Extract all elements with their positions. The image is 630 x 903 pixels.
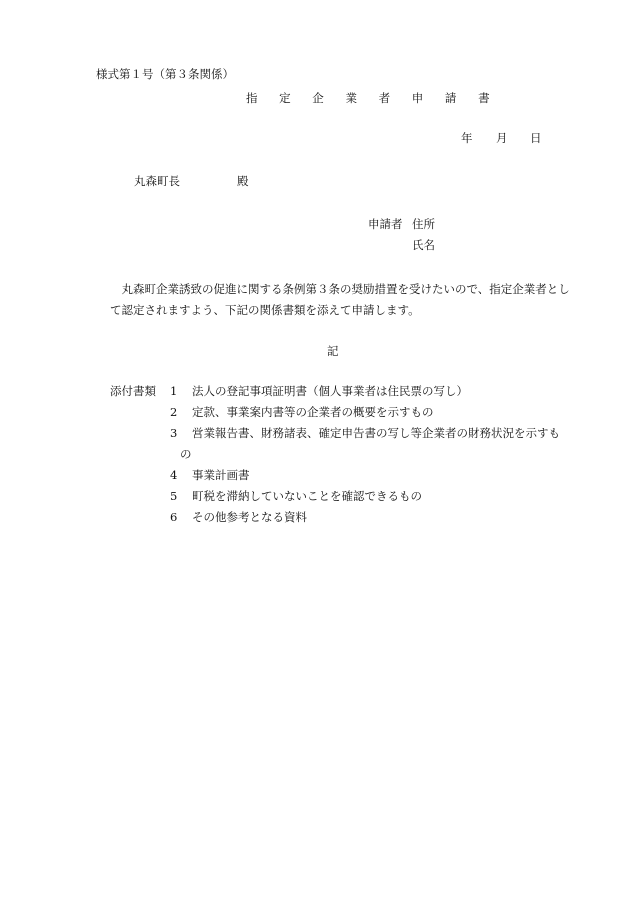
address-label: 住所	[412, 217, 435, 231]
date-year-label: 年	[461, 131, 473, 145]
attachment-number: 1	[170, 384, 178, 398]
addressee-name: 丸森町長	[134, 174, 180, 188]
attachment-text: 法人の登記事項証明書（個人事業者は住民票の写し）	[192, 384, 468, 398]
ki-heading: 記	[327, 344, 339, 358]
attachment-text: 町税を滞納していないことを確認できるもの	[192, 489, 422, 503]
attachments-heading: 添付書類	[110, 384, 156, 398]
attachment-number: 4	[170, 468, 178, 482]
date-day-label: 日	[530, 131, 542, 145]
attachment-text: 営業報告書、財務諸表、確定申告書の写し等企業者の財務状況を示すも	[192, 426, 560, 440]
document-title: 指 定 企 業 者 申 請 書	[246, 91, 499, 105]
applicant-label: 申請者	[368, 217, 403, 231]
attachment-item	[170, 509, 307, 525]
attachment-number: 3	[170, 426, 178, 440]
addressee-honorific: 殿	[237, 174, 249, 188]
attachment-number: 6	[170, 510, 178, 524]
date-month-label: 月	[496, 131, 508, 145]
attachment-text-continuation: の	[180, 447, 192, 461]
attachment-number: 5	[170, 489, 178, 503]
name-label: 氏名	[412, 238, 435, 252]
attachment-text: 定款、事業案内書等の企業者の概要を示すもの	[192, 405, 434, 419]
attachment-item	[170, 404, 434, 420]
form-number: 様式第１号（第３条関係）	[96, 67, 234, 81]
attachment-number: 2	[170, 405, 178, 419]
attachment-item	[170, 488, 422, 504]
attachment-text: 事業計画書	[192, 468, 250, 482]
attachment-item	[170, 383, 468, 399]
attachment-item	[170, 467, 250, 483]
application-body: 丸森町企業誘致の促進に関する条例第３条の奨励措置を受けたいので、指定企業者として認定されますよう、下記の関係書類を添えて申請します。	[110, 282, 570, 317]
attachment-item	[170, 425, 560, 441]
attachment-text: その他参考となる資料	[192, 510, 307, 524]
